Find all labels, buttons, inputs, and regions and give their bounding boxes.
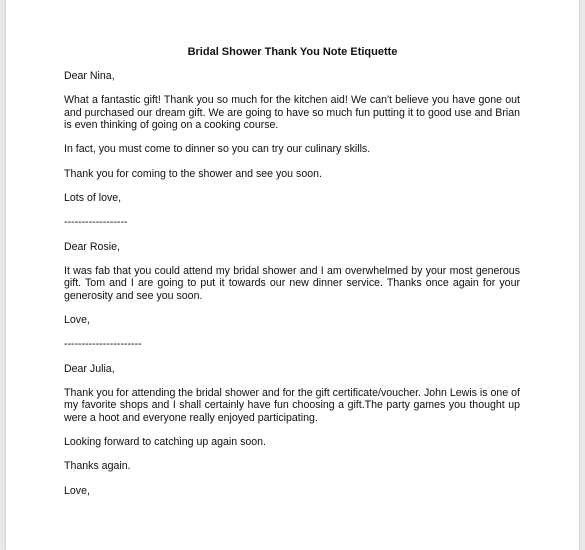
document-body — [64, 70, 520, 509]
letter-1-separator: ------------------ — [64, 216, 128, 229]
letter-3-paragraph-1: Thank you for attending the bridal shower and for the gift certificate/voucher. John Lewis is one of my favorite shops and I shall certainly have fun choosing a gift.The party games you thought up were a hoot and everyone really enjoyed participating. — [64, 387, 520, 424]
document-page — [6, 0, 579, 550]
letter-3-paragraph-3: Thanks again. — [64, 460, 131, 473]
letter-2-paragraph-1: It was fab that you could attend my bridal shower and I am overwhelmed by your most generous gift. Tom and I are going to put it towards our new dinner service. Thanks once again for your generosity and see you soon. — [64, 265, 520, 302]
letter-3-paragraph-2: Looking forward to catching up again soon. — [64, 435, 267, 448]
letter-1-paragraph-1: What a fantastic gift! Thank you so much for the kitchen aid! We can't believe you have gone out and purchased our dream gift. We are going to have so much fun putting it to good use and Brian is even thinking of going on a cooking course. — [64, 94, 520, 131]
letter-2-separator: ---------------------- — [64, 338, 142, 351]
letter-1-paragraph-3: Thank you for coming to the shower and see you soon. — [64, 167, 322, 180]
letter-1-paragraph-2: In fact, you must come to dinner so you can try our culinary skills. — [64, 143, 371, 156]
letter-3-greeting: Dear Julia, — [64, 362, 115, 375]
letter-3-closing: Love, — [64, 484, 90, 497]
letter-1-greeting: Dear Nina, — [64, 70, 115, 82]
letter-2-greeting: Dear Rosie, — [64, 240, 120, 253]
document-title: Bridal Shower Thank You Note Etiquette — [187, 46, 398, 58]
letter-2-closing: Love, — [64, 313, 90, 326]
letter-1-closing: Lots of love, — [64, 191, 122, 204]
